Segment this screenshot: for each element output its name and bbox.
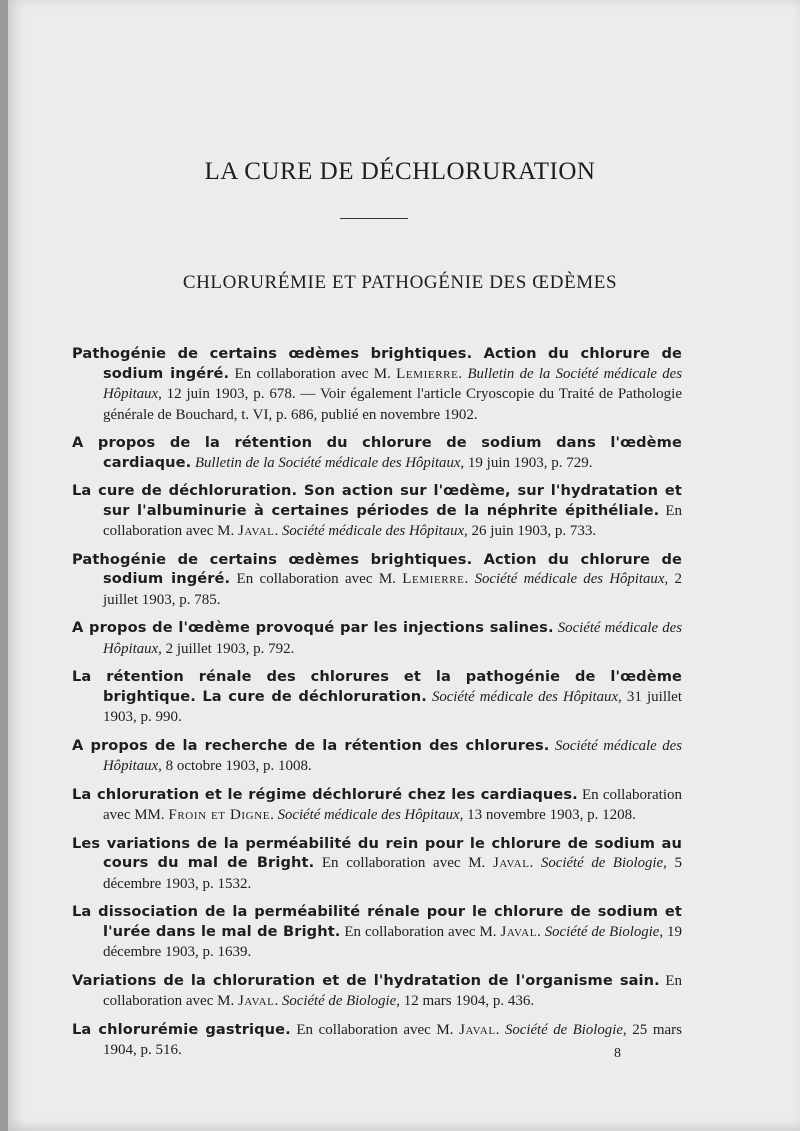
- bibliography-entry: [72, 618, 682, 659]
- entry-title: Pathogénie de certains œdèmes brightiques. Action du chlorure de sodium ingéré.: [72, 550, 682, 587]
- bibliography-entry: La cure de déchloruration. Son action sur l'œdème, sur l'hydratation et sur l'albuminurie à certaines périodes de la néphrite épithéliale. En collaboration avec M. Javal. Société médicale des Hôpitaux, 26 juin 1903, p. 733.: [72, 482, 682, 539]
- bibliography-entry: La chlorurémie gastrique. En collaboration avec M. Javal. Société de Biologie, 25 mars 1904, p. 516.: [72, 1020, 682, 1058]
- entry-collaborator-name: Javal: [237, 993, 275, 1009]
- entry-title: La chloruration et le régime déchloruré chez les cardiaques.: [72, 785, 578, 803]
- entry-title: La cure de déchloruration. Son action sur l'œdème, sur l'hydratation et sur l'albuminurie à certaines périodes de la néphrite épithéliale.: [72, 482, 682, 519]
- entry-collaborator-name: Javal: [492, 855, 530, 871]
- entry-reference: , 8 octobre 1903, p. 1008.: [158, 758, 312, 774]
- entry-title: La chlorurémie gastrique.: [72, 1020, 291, 1038]
- entry-collaboration: En collaboration avec M.: [340, 923, 501, 940]
- entry-reference: , 19 décembre 1903, p. 1639.: [103, 923, 683, 960]
- bibliography-list: [72, 344, 682, 1069]
- title-divider: [340, 218, 408, 219]
- entry-reference: , 2 juillet 1903, p. 792.: [158, 640, 295, 657]
- bibliography-entry: Variations de la chloruration et de l'hydratation de l'organisme sain. En collaboration avec M. Javal. Société de Biologie, 12 mars 1904, p. 436.: [72, 971, 682, 1009]
- page-number: 8: [614, 1046, 621, 1061]
- entry-collaboration: En collaboration avec M.: [230, 571, 403, 587]
- entry-title: A propos de l'œdème provoqué par les injections salines.: [72, 619, 554, 636]
- page-title: LA CURE DE DÉCHLORURATION: [204, 158, 596, 185]
- entry-title: La rétention rénale des chlorures et la pathogénie de l'œdème brightique. La cure de déchloruration.: [72, 668, 682, 705]
- bibliography-entry: La chloruration et le régime déchloruré chez les cardiaques. En collaboration avec MM. Froin et Digne. Société médicale des Hôpitaux, 13 novembre 1903, p. 1208.: [72, 785, 682, 823]
- entry-title: La dissociation de la perméabilité rénale pour le chlorure de sodium et l'urée dans le mal de Bright.: [72, 903, 682, 940]
- entry-title: A propos de la recherche de la rétention des chlorures.: [72, 736, 550, 754]
- entry-journal: Société médicale des Hôpitaux: [468, 571, 665, 587]
- entry-collaborator-name: Javal: [459, 1021, 496, 1038]
- entry-reference: , 12 mars 1904, p. 436.: [396, 993, 535, 1009]
- entry-collaborator-name: Javal: [237, 523, 275, 539]
- entry-journal: Bulletin de la Société médicale des Hôpitaux: [191, 454, 461, 471]
- entry-title: Pathogénie de certains œdèmes brightiques. Action du chlorure de sodium ingéré.: [72, 345, 682, 382]
- section-subtitle: CHLORURÉMIE ET PATHOGÉNIE DES ŒDÈMES: [182, 272, 618, 293]
- entry-reference: , 26 juin 1903, p. 733.: [464, 523, 597, 539]
- entry-journal: Société de Biologie: [533, 855, 664, 871]
- entry-journal: Société de Biologie: [540, 923, 660, 940]
- entry-reference: , 12 juin 1903, p. 678. — Voir également l'article Cryoscopie du Traité de Pathologie générale de Bouchard, t. VI, p. 686, publié en novembre 1902.: [103, 386, 682, 423]
- entry-journal: Société médicale des Hôpitaux: [426, 688, 619, 705]
- entry-reference: , 19 juin 1903, p. 729.: [460, 454, 593, 471]
- entry-collaborator-name: Froin et Digne: [168, 807, 271, 823]
- entry-reference: , 25 mars 1904, p. 516.: [103, 1021, 682, 1058]
- entry-collaboration: En collaboration avec M.: [290, 1021, 460, 1038]
- bibliography-entry: La dissociation de la perméabilité rénale pour le chlorure de sodium et l'urée dans le mal de Bright. En collaboration avec M. Javal. Société de Biologie, 19 décembre 1903, p. 1639.: [72, 903, 683, 960]
- entry-reference: , 13 novembre 1903, p. 1208.: [459, 807, 636, 823]
- bibliography-entry: Les variations de la perméabilité du rein pour le chlorure de sodium au cours du mal de Bright. En collaboration avec M. Javal. Société de Biologie, 5 décembre 1903, p. 1532.: [72, 834, 682, 892]
- entry-reference: , 5 décembre 1903, p. 1532.: [103, 855, 682, 892]
- entry-reference: , 2 juillet 1903, p. 785.: [103, 571, 682, 608]
- entry-collaborator-name: Lemierre: [396, 365, 459, 382]
- entry-collaboration: En collaboration avec M.: [103, 502, 682, 539]
- entry-journal: Société médicale des Hôpitaux: [278, 523, 465, 539]
- entry-collaborator-name: Lemierre: [402, 571, 465, 587]
- entry-journal: Société médicale des Hôpitaux: [103, 737, 682, 774]
- entry-collaboration: En collaboration avec M.: [103, 972, 682, 1009]
- bibliography-entry: [72, 736, 682, 777]
- entry-journal: Bulletin de la Société médicale des Hôpitaux: [103, 365, 682, 402]
- entry-journal: Société médicale des Hôpitaux: [273, 807, 460, 823]
- entry-title: Variations de la chloruration et de l'hydratation de l'organisme sain.: [72, 971, 660, 989]
- entry-collaboration: En collaboration avec MM.: [103, 786, 682, 823]
- entry-collaborator-name: Javal: [500, 923, 538, 940]
- entry-collaboration: En collaboration avec M.: [229, 365, 397, 382]
- entry-journal: Société de Biologie: [499, 1021, 623, 1038]
- entry-title: A propos de la rétention du chlorure de sodium dans l'œdème cardiaque.: [72, 434, 682, 471]
- entry-reference: , 31 juillet 1903, p. 990.: [103, 688, 682, 725]
- entry-collaboration: En collaboration avec M.: [314, 855, 493, 871]
- bibliography-entry: [72, 667, 682, 728]
- bibliography-entry: [72, 433, 682, 473]
- entry-journal: Société de Biologie: [278, 993, 397, 1009]
- entry-title: Les variations de la perméabilité du rein pour le chlorure de sodium au cours du mal de Bright.: [72, 834, 682, 871]
- bibliography-entry: Pathogénie de certains œdèmes brightiques. Action du chlorure de sodium ingéré. En collaboration avec M. Lemierre. Bulletin de la Société médicale des Hôpitaux, 12 juin 1903, p. 678. — Voir également l'article Cryoscopie du Traité de Pathologie générale de Bouchard, t. VI, p. 686, publié en novembre 1902.: [72, 345, 682, 423]
- bibliography-entry: Pathogénie de certains œdèmes brightiques. Action du chlorure de sodium ingéré. En collaboration avec M. Lemierre. Société médicale des Hôpitaux, 2 juillet 1903, p. 785.: [72, 550, 682, 608]
- entry-journal: Société médicale des Hôpitaux: [103, 620, 683, 657]
